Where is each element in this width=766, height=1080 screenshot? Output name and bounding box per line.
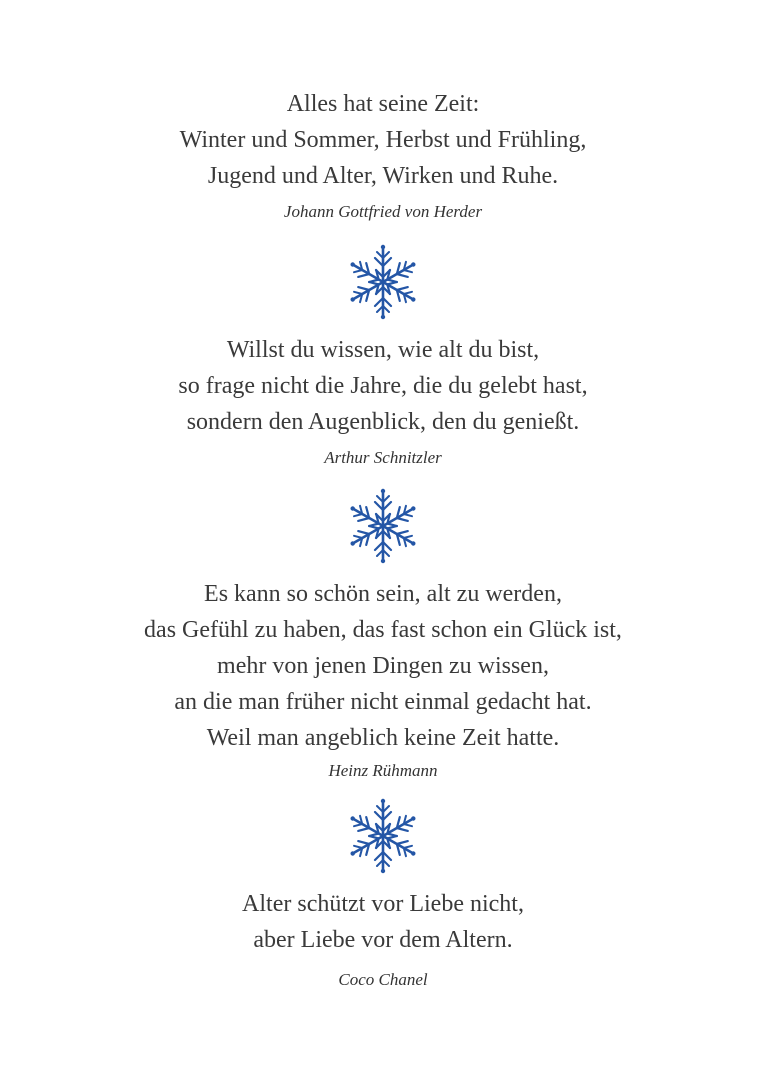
quote-ruehmann xyxy=(0,576,766,756)
quote-chanel xyxy=(0,886,766,958)
quote-line: Alles hat seine Zeit: xyxy=(286,91,480,117)
quote-author: Arthur Schnitzler xyxy=(324,448,442,467)
snowflake-icon-graphic xyxy=(343,486,423,566)
quote-herder xyxy=(0,86,766,194)
quote-line: Weil man angeblich keine Zeit hatte. xyxy=(206,725,560,751)
quote-line: an die man früher nicht einmal gedacht hat. xyxy=(174,689,592,715)
quote-line: Es kann so schön sein, alt zu werden, xyxy=(204,581,562,607)
quote-line: Winter und Sommer, Herbst und Frühling, xyxy=(179,127,587,153)
quote-line: Jugend und Alter, Wirken und Ruhe. xyxy=(207,163,559,189)
snowflake-icon xyxy=(343,242,423,322)
quote-line: so frage nicht die Jahre, die du gelebt hast, xyxy=(178,373,588,399)
quote-author: Coco Chanel xyxy=(338,970,428,989)
snowflake-icon xyxy=(343,796,423,876)
quote-line: sondern den Augenblick, den du genießt. xyxy=(186,409,580,435)
quote-schnitzler xyxy=(0,332,766,440)
quote-author: Heinz Rühmann xyxy=(328,761,438,780)
quote-author: Johann Gottfried von Herder xyxy=(283,202,483,221)
snowflake-icon xyxy=(343,486,423,566)
quote-line: das Gefühl zu haben, das fast schon ein Glück ist, xyxy=(144,617,622,643)
quote-line: aber Liebe vor dem Altern. xyxy=(253,927,513,953)
snowflake-icon-graphic xyxy=(343,796,423,876)
quote-line: mehr von jenen Dingen zu wissen, xyxy=(217,653,549,679)
quote-line: Alter schützt vor Liebe nicht, xyxy=(242,891,524,917)
quote-line: Willst du wissen, wie alt du bist, xyxy=(226,337,540,363)
snowflake-icon-graphic xyxy=(343,242,423,322)
